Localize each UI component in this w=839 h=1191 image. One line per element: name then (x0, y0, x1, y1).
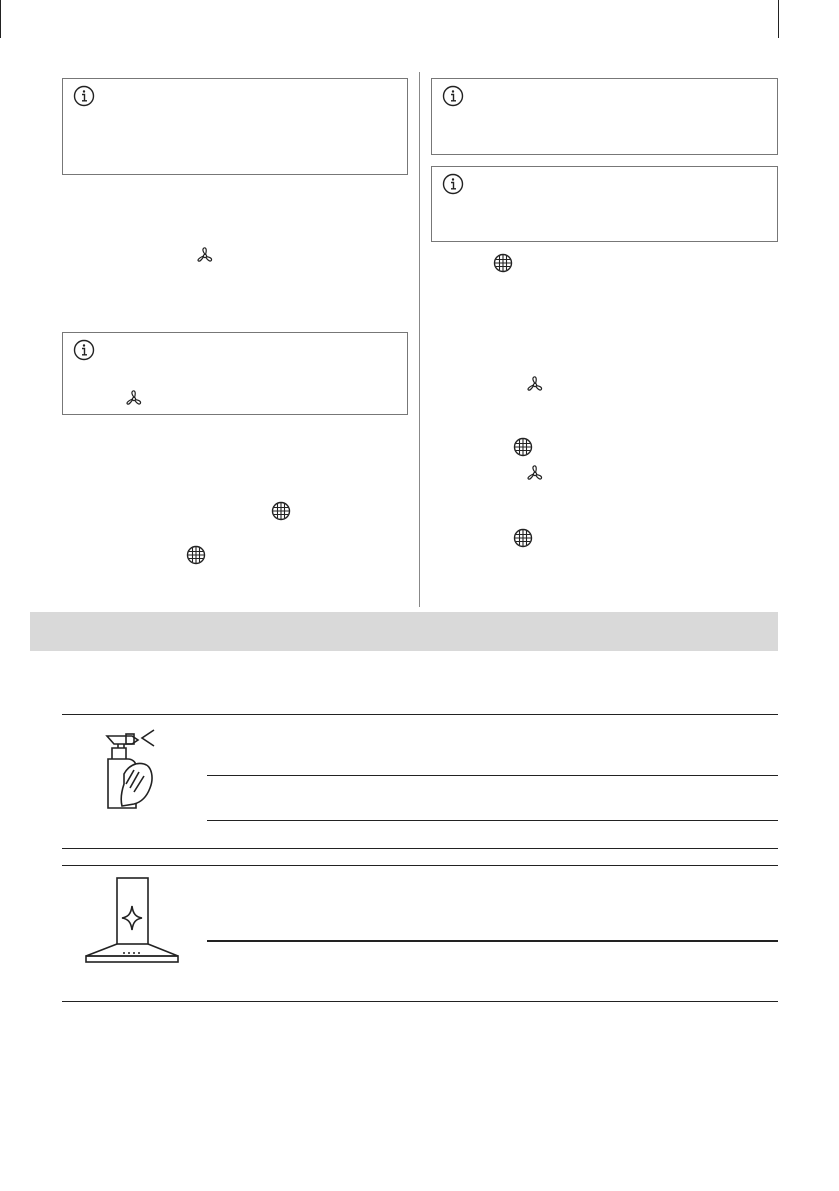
info-icon (73, 85, 95, 107)
crop-mark-left (0, 0, 1, 38)
info-icon (73, 339, 95, 361)
column-divider (419, 72, 420, 607)
table-row-1-rule-a (207, 775, 778, 776)
fan-icon (525, 464, 545, 484)
table-row-2-rule (207, 940, 778, 942)
table-section-rule-a (62, 848, 778, 849)
table-bottom-rule (62, 1001, 778, 1002)
grease-filter-icon (493, 253, 513, 273)
info-icon (442, 85, 464, 107)
section-header-band (30, 612, 778, 651)
info-box-left-1 (62, 78, 408, 175)
grease-filter-icon (513, 528, 533, 548)
table-top-rule (62, 714, 778, 715)
spray-cleaning-icon (98, 726, 168, 814)
fan-icon (195, 246, 215, 266)
info-box-right-1 (431, 78, 778, 155)
table-section-rule-b (62, 865, 778, 866)
info-box-right-2 (431, 166, 778, 242)
grease-filter-icon (271, 501, 291, 521)
hood-clean-icon (82, 876, 182, 966)
grease-filter-icon (186, 545, 206, 565)
info-icon (442, 173, 464, 195)
info-box-left-2 (62, 332, 408, 415)
crop-mark-right (778, 0, 779, 38)
grease-filter-icon (513, 437, 533, 457)
fan-icon (124, 389, 144, 409)
fan-icon (525, 375, 545, 395)
table-row-1-rule-b (207, 820, 778, 821)
